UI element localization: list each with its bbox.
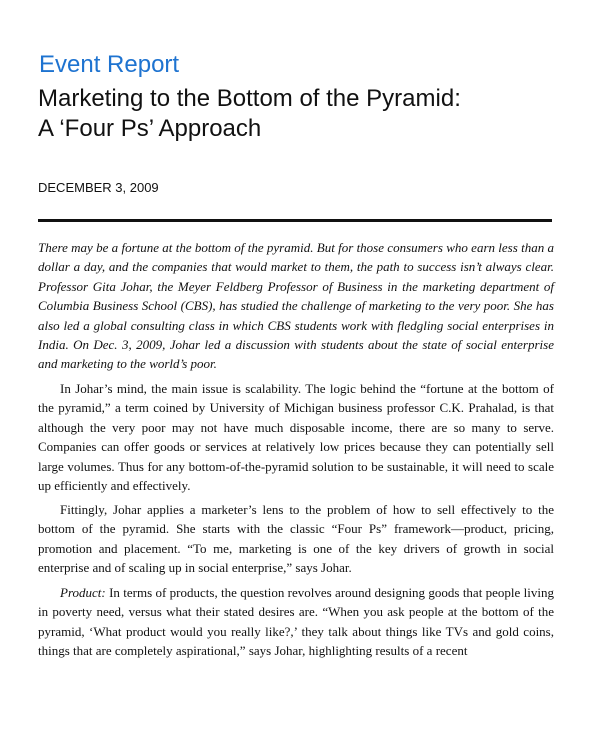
header-divider [38,219,552,222]
report-title-line-2: A ‘Four Ps’ Approach [38,115,262,142]
product-run-in-heading: Product: [60,585,106,600]
body-paragraph-product [38,583,554,661]
report-kicker: Event Report [39,51,180,78]
report-title [38,84,578,144]
body-paragraph-four-ps: Fittingly, Johar applies a marketer’s lens to the problem of how to sell effectively to the bottom of the pyramid. She starts with the classic “Four Ps” framework—product, pricing, promotion and placement. “To me, marketing is one of the key drivers of growth in social enterprise and of scaling up in social enterprise,” says Johar. [38,502,554,576]
product-paragraph-text: In terms of products, the question revolves around designing goods that people living in poverty need, versus what their stated desires are. “When you ask people at the bottom of the pyramid, ‘What product would you really like?,’ they talk about things like TVs and gold coins, things that are completely aspirational,” says Johar, highlighting results of a recent [38,585,554,659]
report-date: DECEMBER 3, 2009 [38,180,159,195]
lead-paragraph: There may be a fortune at the bottom of the pyramid. But for those consumers who earn less than a dollar a day, and the companies that would market to them, the path to success isn’t always clear. Professor Gita Johar, the Meyer Feldberg Professor of Business in the marketing department of Columbia Business School (CBS), has studied the challenge of marketing to the very poor. She has also led a global consulting class in which CBS students work with fledgling social enterprises in India. On Dec. 3, 2009, Johar led a discussion with students about the state of social enterprise and marketing to the world’s poor. [38,240,554,372]
report-title-line-1: Marketing to the Bottom of the Pyramid: [38,85,461,112]
body-paragraph-scalability: In Johar’s mind, the main issue is scalability. The logic behind the “fortune at the bottom of the pyramid,” a term coined by University of Michigan business professor C.K. Prahalad, is that although the very poor may not have much disposable income, there are so many to serve. Companies can offer goods or services at relatively low prices because they can potentially sell large volumes. Thus for any bottom-of-the-pyramid solution to be sustainable, it will need to scale up efficiently and effectively. [38,381,554,494]
